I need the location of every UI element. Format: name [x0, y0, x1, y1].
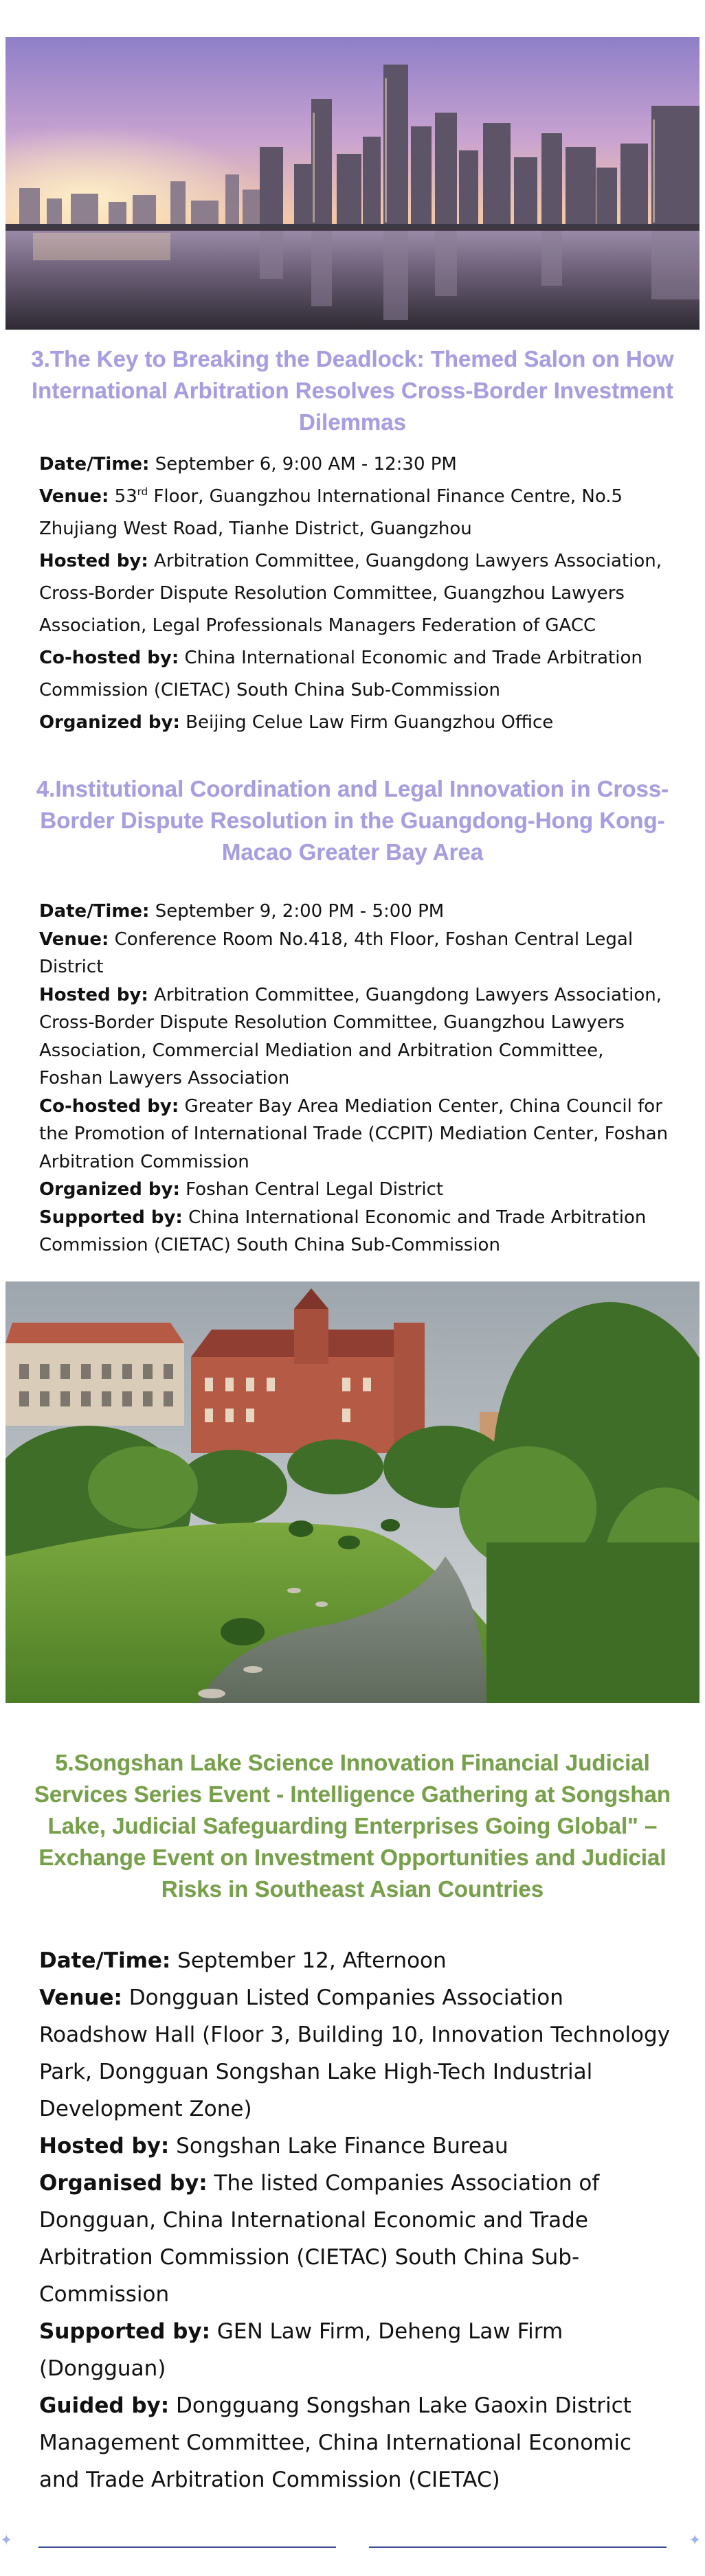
section-4-venue: Venue: Conference Room No.418, 4th Floor, Foshan Central Legal District	[39, 928, 634, 977]
section-5-details	[39, 1942, 671, 2498]
section-5-guided-by: Guided by: Dongguang Songshan Lake Gaoxin District Management Committee, China International Economic and Trade Arbitration Commission (CIETAC)	[39, 2393, 632, 2492]
section-4-organized-by: Organized by: Foshan Central Legal District	[39, 1179, 444, 1200]
section-5-venue: Venue: Dongguan Listed Companies Association Roadshow Hall (Floor 3, Building 10, Innovation Technology Park, Dongguan Songshan Lake High-Tech Industrial Development Zone)	[39, 1985, 671, 2121]
sparkle-icon: ✦	[0, 2532, 13, 2549]
section-4-hosted-by: Hosted by: Arbitration Committee, Guangdong Lawyers Association, Cross-Border Dispute Resolution Committee, Guangzhou Lawyers Association, Commercial Mediation and Arbitration Committee, Foshan Lawyers Association	[39, 984, 662, 1088]
section-4-datetime: Date/Time: September 9, 2:00 PM - 5:00 PM	[39, 901, 445, 922]
section-3-title: 3.The Key to Breaking the Deadlock: Themed Salon on How International Arbitration Resolves Cross-Border Investment Dilemmas	[31, 346, 674, 435]
section-3-cohosted-by: Co-hosted by: China International Economic and Trade Arbitration Commission (CIETAC) South China Sub-Commission	[39, 648, 642, 700]
footer-divider-left	[38, 2546, 336, 2548]
footer-divider-right	[369, 2546, 667, 2548]
section-4-cohosted-by: Co-hosted by: Greater Bay Area Mediation Center, China Council for the Promotion of International Trade (CCPIT) Mediation Center, Foshan Arbitration Commission	[39, 1095, 669, 1172]
section-5-datetime: Date/Time: September 12, Afternoon	[39, 1948, 447, 1973]
guangzhou-skyline-photo	[5, 37, 700, 330]
songshan-lake-campus-photo	[5, 1281, 700, 1703]
section-3-datetime: Date/Time: September 6, 9:00 AM - 12:30 PM	[39, 454, 457, 475]
section-3-details	[39, 448, 671, 739]
section-4-title: 4.Institutional Coordination and Legal Innovation in Cross-Border Dispute Resolution in the Guangdong-Hong Kong-Macao Greater Bay Area	[36, 776, 669, 865]
section-3-hosted-by: Hosted by: Arbitration Committee, Guangdong Lawyers Association, Cross-Border Dispute Resolution Committee, Guangzhou Lawyers Association, Legal Professionals Managers Federation of GACC	[39, 551, 662, 636]
section-4-supported-by: Supported by: China International Economic and Trade Arbitration Commission (CIETAC) South China Sub-Commission	[39, 1207, 647, 1255]
section-3-venue: Venue: 53rd Floor, Guangzhou International Finance Centre, No.5 Zhujiang West Road, Tianhe District, Guangzhou	[39, 486, 623, 539]
section-5-title: 5.Songshan Lake Science Innovation Financial Judicial Services Series Event - Intelligence Gathering at Songshan Lake, Judicial Safeguarding Enterprises Going Global" – Exchange Event on Investment Opportunities and Judicial Risks in Southeast Asian Countries	[34, 1750, 671, 1902]
section-4-details	[39, 898, 671, 1259]
section-5-hosted-by: Hosted by: Songshan Lake Finance Bureau	[39, 2134, 508, 2158]
section-5-supported-by: Supported by: GEN Law Firm, Deheng Law Firm (Dongguan)	[39, 2319, 563, 2381]
section-3-organized-by: Organized by: Beijing Celue Law Firm Guangzhou Office	[39, 712, 554, 733]
sparkle-icon: ✦	[689, 2532, 702, 2549]
section-5-organised-by: Organised by: The listed Companies Association of Dongguan, China International Economic and Trade Arbitration Commission (CIETAC) South China Sub-Commission	[39, 2171, 600, 2307]
